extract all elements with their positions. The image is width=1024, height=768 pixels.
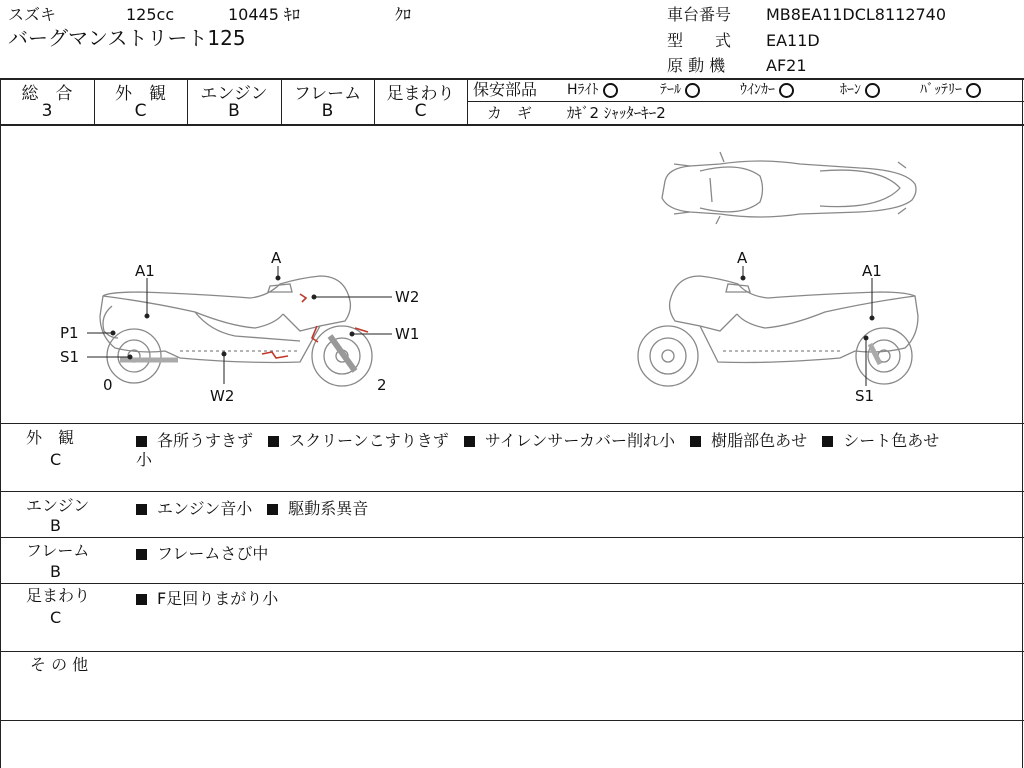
part-battery: ﾊﾞｯﾃﾘｰ	[920, 80, 981, 100]
grade-value-suspension: C	[414, 101, 427, 121]
label-zero: 0	[103, 376, 113, 394]
engine-label: 原 動 機	[667, 56, 726, 75]
label-w2-top: W2	[395, 288, 420, 306]
grade-value-frame: B	[321, 101, 334, 121]
grade-value-overall: 3	[41, 101, 53, 121]
label-a1-right: A1	[862, 262, 882, 280]
key-label: カ ギ	[487, 104, 533, 122]
ok-mark-icon	[685, 83, 700, 98]
bullet-icon	[268, 436, 279, 447]
bullet-icon	[136, 436, 147, 447]
part-headlight: Hﾗｲﾄ	[567, 80, 618, 100]
body-color: ｸﾛ	[395, 5, 412, 24]
displacement: 125cc	[126, 5, 175, 24]
grade-header-suspension: 足まわり	[386, 84, 455, 104]
ok-mark-icon	[779, 83, 794, 98]
label-w2-bottom: W2	[210, 387, 235, 405]
grade-header-overall: 総 合	[21, 84, 73, 104]
label-s1-left: S1	[60, 348, 80, 366]
label-a-left: A	[271, 249, 282, 267]
bullet-icon	[136, 504, 147, 515]
remark-category: エンジン	[26, 496, 90, 515]
label-two: 2	[377, 376, 387, 394]
type-label: 型 式	[667, 31, 732, 50]
bullet-icon	[136, 549, 147, 560]
ok-mark-icon	[603, 83, 618, 98]
remark-category: 外 観	[26, 428, 75, 447]
maker: スズキ	[8, 5, 57, 24]
defect-overflow: 小	[136, 450, 153, 469]
grade-header-exterior: 外 観	[115, 84, 166, 104]
bullet-icon	[690, 436, 701, 447]
grade-value-exterior: C	[134, 101, 147, 121]
defect-list: F足回りまがり小	[136, 586, 278, 609]
part-taillight: ﾃｰﾙ	[660, 80, 700, 100]
scooter-side-right-icon	[638, 276, 918, 386]
remark-grade: C	[50, 450, 62, 469]
defect-list: エンジン音小 駆動系異音	[136, 496, 368, 519]
remark-category: 足まわり	[26, 586, 91, 605]
label-s1-right: S1	[855, 387, 875, 405]
mileage: 10445 ｷﾛ	[228, 5, 300, 24]
defect-list: 各所うすきず スクリーンこすりきず サイレンサーカバー削れ小 樹脂部色あせ シート色あせ	[136, 428, 939, 451]
damage-marks	[262, 294, 368, 358]
grade-header-engine: エンジン	[200, 84, 268, 104]
bullet-icon	[822, 436, 833, 447]
key-value: ｶｷﾞ2 ｼｬｯﾀｰｷｰ2	[567, 104, 666, 122]
remark-category: そ の 他	[30, 655, 89, 674]
ok-mark-icon	[966, 83, 981, 98]
grade-header-frame: フレーム	[293, 84, 362, 104]
remark-grade: B	[50, 516, 61, 535]
part-winker: ｳｲﾝｶｰ	[740, 80, 794, 100]
label-a-right: A	[737, 249, 748, 267]
bullet-icon	[464, 436, 475, 447]
bullet-icon	[136, 594, 147, 605]
remark-grade: C	[50, 608, 62, 627]
scooter-side-left-icon	[100, 276, 372, 386]
label-a1-left: A1	[135, 262, 155, 280]
type-value: EA11D	[766, 31, 820, 50]
remark-grade: B	[50, 562, 61, 581]
remark-category: フレーム	[26, 541, 90, 560]
part-horn: ﾎｰﾝ	[840, 80, 880, 100]
engine-value: AF21	[766, 56, 807, 75]
scooter-top-icon	[662, 152, 916, 224]
model-name: バーグマンストリート125	[8, 26, 246, 50]
frame-no-label: 車台番号	[667, 5, 732, 24]
label-p1: P1	[60, 324, 79, 342]
frame-no: MB8EA11DCL8112740	[766, 5, 947, 24]
grade-value-engine: B	[228, 101, 240, 121]
parts-label: 保安部品	[473, 80, 538, 99]
label-w1: W1	[395, 325, 420, 343]
ok-mark-icon	[865, 83, 880, 98]
bullet-icon	[267, 504, 278, 515]
defect-list: フレームさび中	[136, 541, 268, 564]
